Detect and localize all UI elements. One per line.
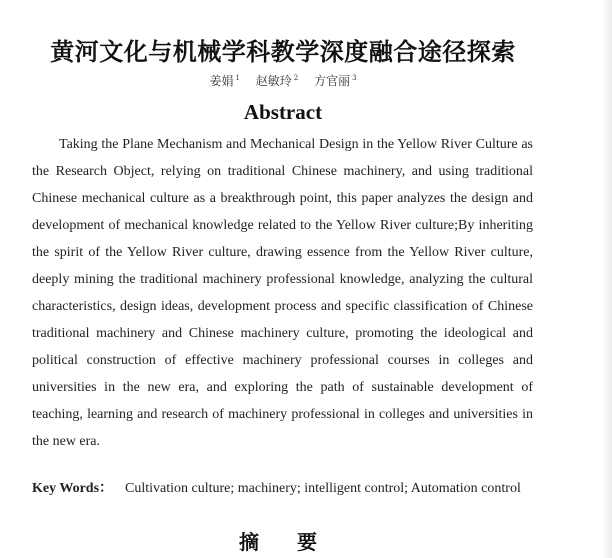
author-3: [314, 74, 356, 88]
author-affiliation-mark: 3: [352, 74, 357, 82]
abstract-heading: Abstract: [243, 100, 323, 124]
author-1: [209, 74, 239, 88]
keywords-label: Key Words：: [32, 481, 114, 496]
author-name: 赵敏玲: [255, 74, 292, 88]
author-list: [0, 72, 566, 89]
author-2: [256, 74, 298, 88]
keywords-value: Cultivation culture; machinery; intelligent control; Automation control: [125, 481, 521, 496]
paper-title: 黄河文化与机械学科教学深度融合途径探索: [50, 38, 516, 66]
chinese-abstract-heading: 摘要: [239, 530, 355, 554]
author-affiliation-mark: 1: [235, 74, 240, 82]
author-name: 姜娟: [209, 74, 234, 88]
keywords-line: [32, 477, 572, 497]
abstract-body: Taking the Plane Mechanism and Mechanical Design in the Yellow River Culture as the Research Object, relying on traditional Chinese machinery, and using traditional Chinese mechanical culture as a breakthrough point, this paper analyzes the design and development of mechanical knowledge related to the Yellow River culture;By inheriting the spirit of the Yellow River culture, drawing essence from the Yellow River culture, deeply mining the traditional machinery professional knowledge, analyzing the cultural characteristics, design ideas, development process and specific classification of Chinese traditional machinery and Chinese machinery culture, promoting the ideological and political construction of effective machinery professional courses in colleges and universities in the new era, and exploring the path of sustainable development of teaching, learning and research of machinery professional in colleges and universities in the new era.: [32, 137, 533, 449]
author-name: 方官丽: [314, 74, 351, 88]
page-edge-shadow: [602, 0, 612, 558]
author-affiliation-mark: 2: [293, 74, 299, 82]
